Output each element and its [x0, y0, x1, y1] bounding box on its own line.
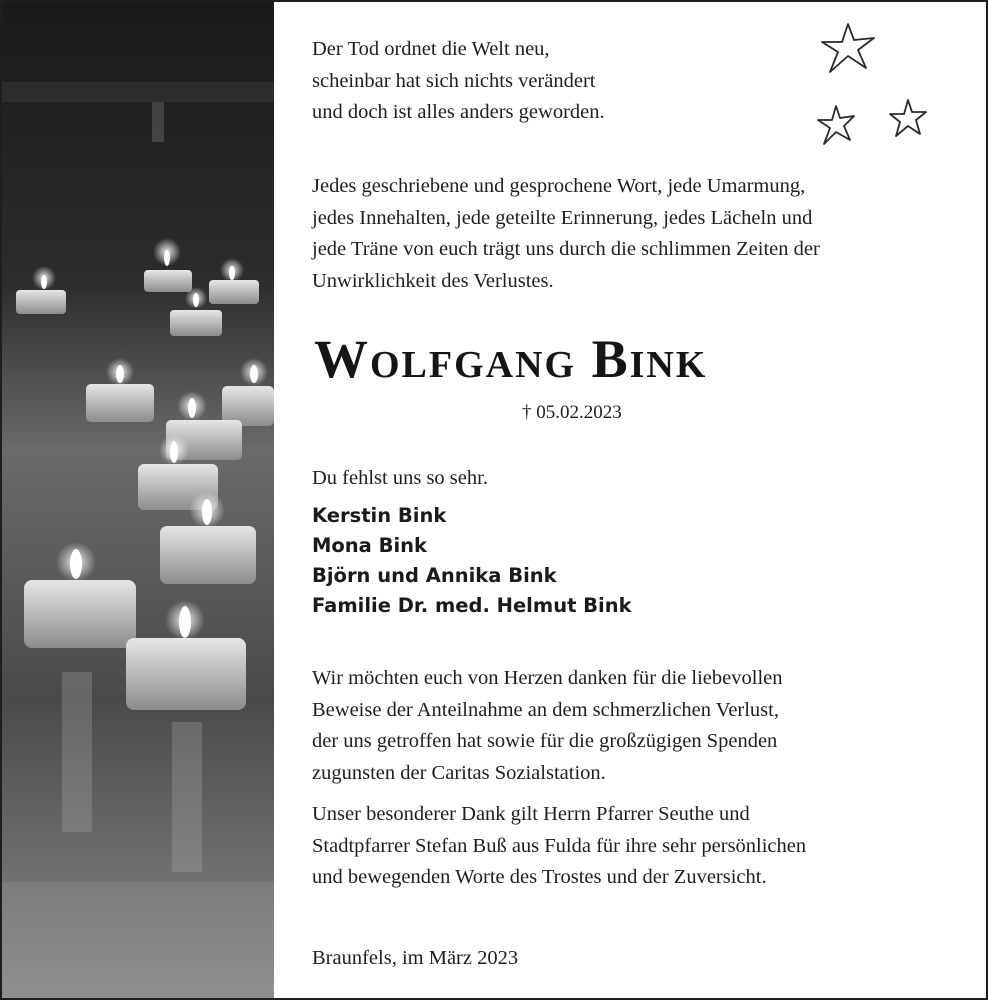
signer: Kerstin Bink	[312, 504, 447, 527]
special-thanks-line: und bewegenden Worte des Trostes und der Zuversicht.	[312, 866, 767, 888]
intro-line: jede Träne von euch trägt uns durch die schlimmen Zeiten der	[312, 238, 820, 260]
thanks-line: Beweise der Anteilnahme an dem schmerzlichen Verlust,	[312, 698, 779, 721]
signers-list	[312, 501, 812, 621]
special-thanks-line: Stadtpfarrer Stefan Buß aus Fulda für ihre sehr persönlichen	[312, 834, 807, 857]
poem	[312, 34, 732, 129]
stars-decoration	[802, 16, 942, 156]
intro-line: Jedes geschriebene und gesprochene Wort, jede Umarmung,	[312, 175, 806, 197]
signer: Mona Bink	[312, 534, 428, 557]
signer: Björn und Annika Bink	[312, 564, 557, 587]
thanks-line: Wir möchten euch von Herzen danken für die liebevollen	[312, 667, 783, 689]
signer: Familie Dr. med. Helmut Bink	[312, 594, 632, 617]
star-icon	[890, 100, 926, 136]
star-icon	[822, 24, 874, 72]
poem-line: und doch ist alles anders geworden.	[312, 101, 605, 123]
candles-photo	[2, 2, 274, 998]
special-thanks-line: Unser besonderer Dank gilt Herrn Pfarrer Seuthe und	[312, 803, 750, 825]
special-thanks-paragraph	[312, 799, 972, 894]
star-icon	[818, 106, 854, 144]
miss-line: Du fehlst uns so sehr.	[312, 467, 488, 489]
deceased-name: Wolfgang Bink	[314, 329, 708, 389]
intro-line: Unwirklichkeit des Verlustes.	[312, 269, 554, 292]
place-date: Braunfels, im März 2023	[312, 947, 519, 969]
thanks-line: zugunsten der Caritas Sozialstation.	[312, 761, 606, 784]
poem-line: Der Tod ordnet die Welt neu,	[312, 38, 550, 60]
thanks-paragraph	[312, 663, 972, 789]
thanks-line: der uns getroffen hat sowie für die großzügigen Spenden	[312, 730, 778, 752]
intro-paragraph	[312, 171, 972, 297]
intro-line: jedes Innehalten, jede geteilte Erinnerung, jedes Lächeln und	[312, 206, 813, 229]
death-date: † 05.02.2023	[522, 402, 622, 423]
poem-line: scheinbar hat sich nichts verändert	[312, 69, 596, 92]
